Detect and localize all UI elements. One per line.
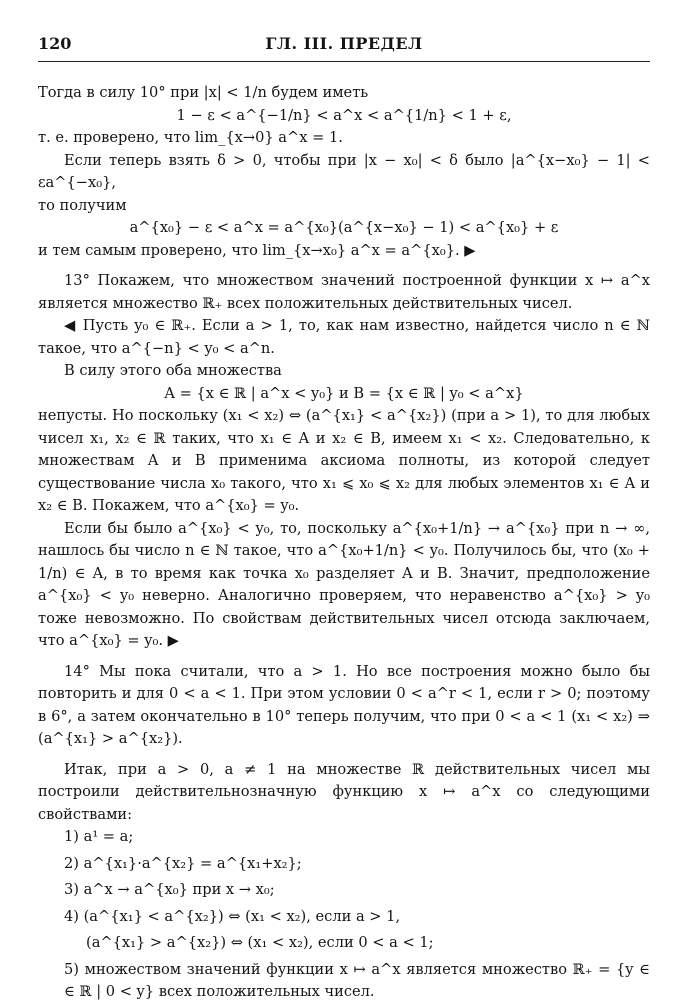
equation: 1 − ε < a^{−1/n} < a^x < a^{1/n} < 1 + ε, — [176, 106, 512, 124]
list-item: 1) a¹ = a; — [64, 828, 134, 845]
list-item: 4) (a^{x₁} < a^{x₂}) ⇔ (x₁ < x₂), если a > 1, — [64, 907, 401, 925]
list-item: (a^{x₁} > a^{x₂}) ⇔ (x₁ < x₂), если 0 < a < 1; — [86, 934, 434, 951]
text-line: т. е. проверено, что lim_{x→0} a^x = 1. — [38, 129, 343, 146]
header-rule — [38, 61, 650, 62]
list-item: 5) множеством значений функции x ↦ a^x является множество ℝ₊ = {y ∈ ∈ ℝ | 0 < y} всех положительных чисел. — [64, 960, 650, 1000]
paragraph: ◀ Пусть y₀ ∈ ℝ₊. Если a > 1, то, как нам известно, найдется число n ∈ ℕ такое, что a^{−n} < y₀ < a^n. — [38, 317, 650, 357]
page-number: 120 — [38, 34, 72, 53]
paragraph: В силу этого оба множества — [64, 362, 282, 379]
paragraph: 13° Покажем, что множеством значений построенной функции x ↦ a^x является множество ℝ₊ всех положительных действительных чисел. — [38, 272, 650, 312]
text-line: Если теперь взять δ > 0, чтобы при |x − x₀| < δ было |a^{x−x₀} − 1| < εa^{−x₀}, — [38, 151, 650, 191]
properties-list — [38, 826, 650, 1004]
paragraph: Итак, при a > 0, a ≠ 1 на множестве ℝ действительных чисел мы построили действительнозначную функцию x ↦ a^x со следующими свойствами: — [38, 760, 650, 823]
page-body — [38, 82, 650, 1008]
list-item: 2) a^{x₁}·a^{x₂} = a^{x₁+x₂}; — [64, 854, 302, 872]
list-item: 3) a^x → a^{x₀} при x → x₀; — [64, 881, 275, 898]
text-line: и тем самым проверено, что lim_{x→x₀} a^x = a^{x₀}. ▶ — [38, 241, 476, 259]
paragraph: непусты. Но поскольку (x₁ < x₂) ⇔ (a^{x₁} < a^{x₂}) (при a > 1), то для любых чисел x₁, x₂ ∈ ℝ таких, что x₁ ∈ A и x₂ ∈ B, имеем x₁ < x₂. Следовательно, к множествам A и B применима аксиома полноты, из которой следует существование числа x₀ такого, что x₁ ⩽ x₀ ⩽ x₂ для любых элементов x₁ ∈ A и x₂ ∈ B. Покажем, что a^{x₀} = y₀. — [38, 407, 650, 514]
page-header — [38, 34, 650, 56]
text-line: то получим — [38, 196, 127, 214]
paragraph: 14° Мы пока считали, что a > 1. Но все построения можно было бы повторить и для 0 < a < 1. При этом условии 0 < a^r < 1, если r > 0; поэтому в 6°, а затем окончательно в 10° теперь получим, что при 0 < a < 1 (x₁ < x₂) ⇒ (a^{x₁} > a^{x₂}). — [38, 662, 650, 747]
text-line: Тогда в силу 10° при |x| < 1/n будем иметь — [38, 84, 369, 101]
paragraph: Если бы было a^{x₀} < y₀, то, поскольку a^{x₀+1/n} → a^{x₀} при n → ∞, нашлось бы число n ∈ ℕ такое, что a^{x₀+1/n} < y₀. Получилось бы, что (x₀ + 1/n) ∈ A, в то время как точка x₀ разделяет A и B. Значит, предположение a^{x₀} < y₀ неверно. Аналогично проверяем, что неравенство a^{x₀} > y₀ тоже невозможно. По свойствам действительных чисел отсюда заключаем, что a^{x₀} = y₀. ▶ — [38, 519, 650, 649]
running-title: ГЛ. III. ПРЕДЕЛ — [265, 34, 423, 53]
equation: a^{x₀} − ε < a^x = a^{x₀}(a^{x−x₀} − 1) < a^{x₀} + ε — [129, 219, 559, 236]
equation: A = {x ∈ ℝ | a^x < y₀} и B = {x ∈ ℝ | y₀ < a^x} — [164, 384, 524, 402]
